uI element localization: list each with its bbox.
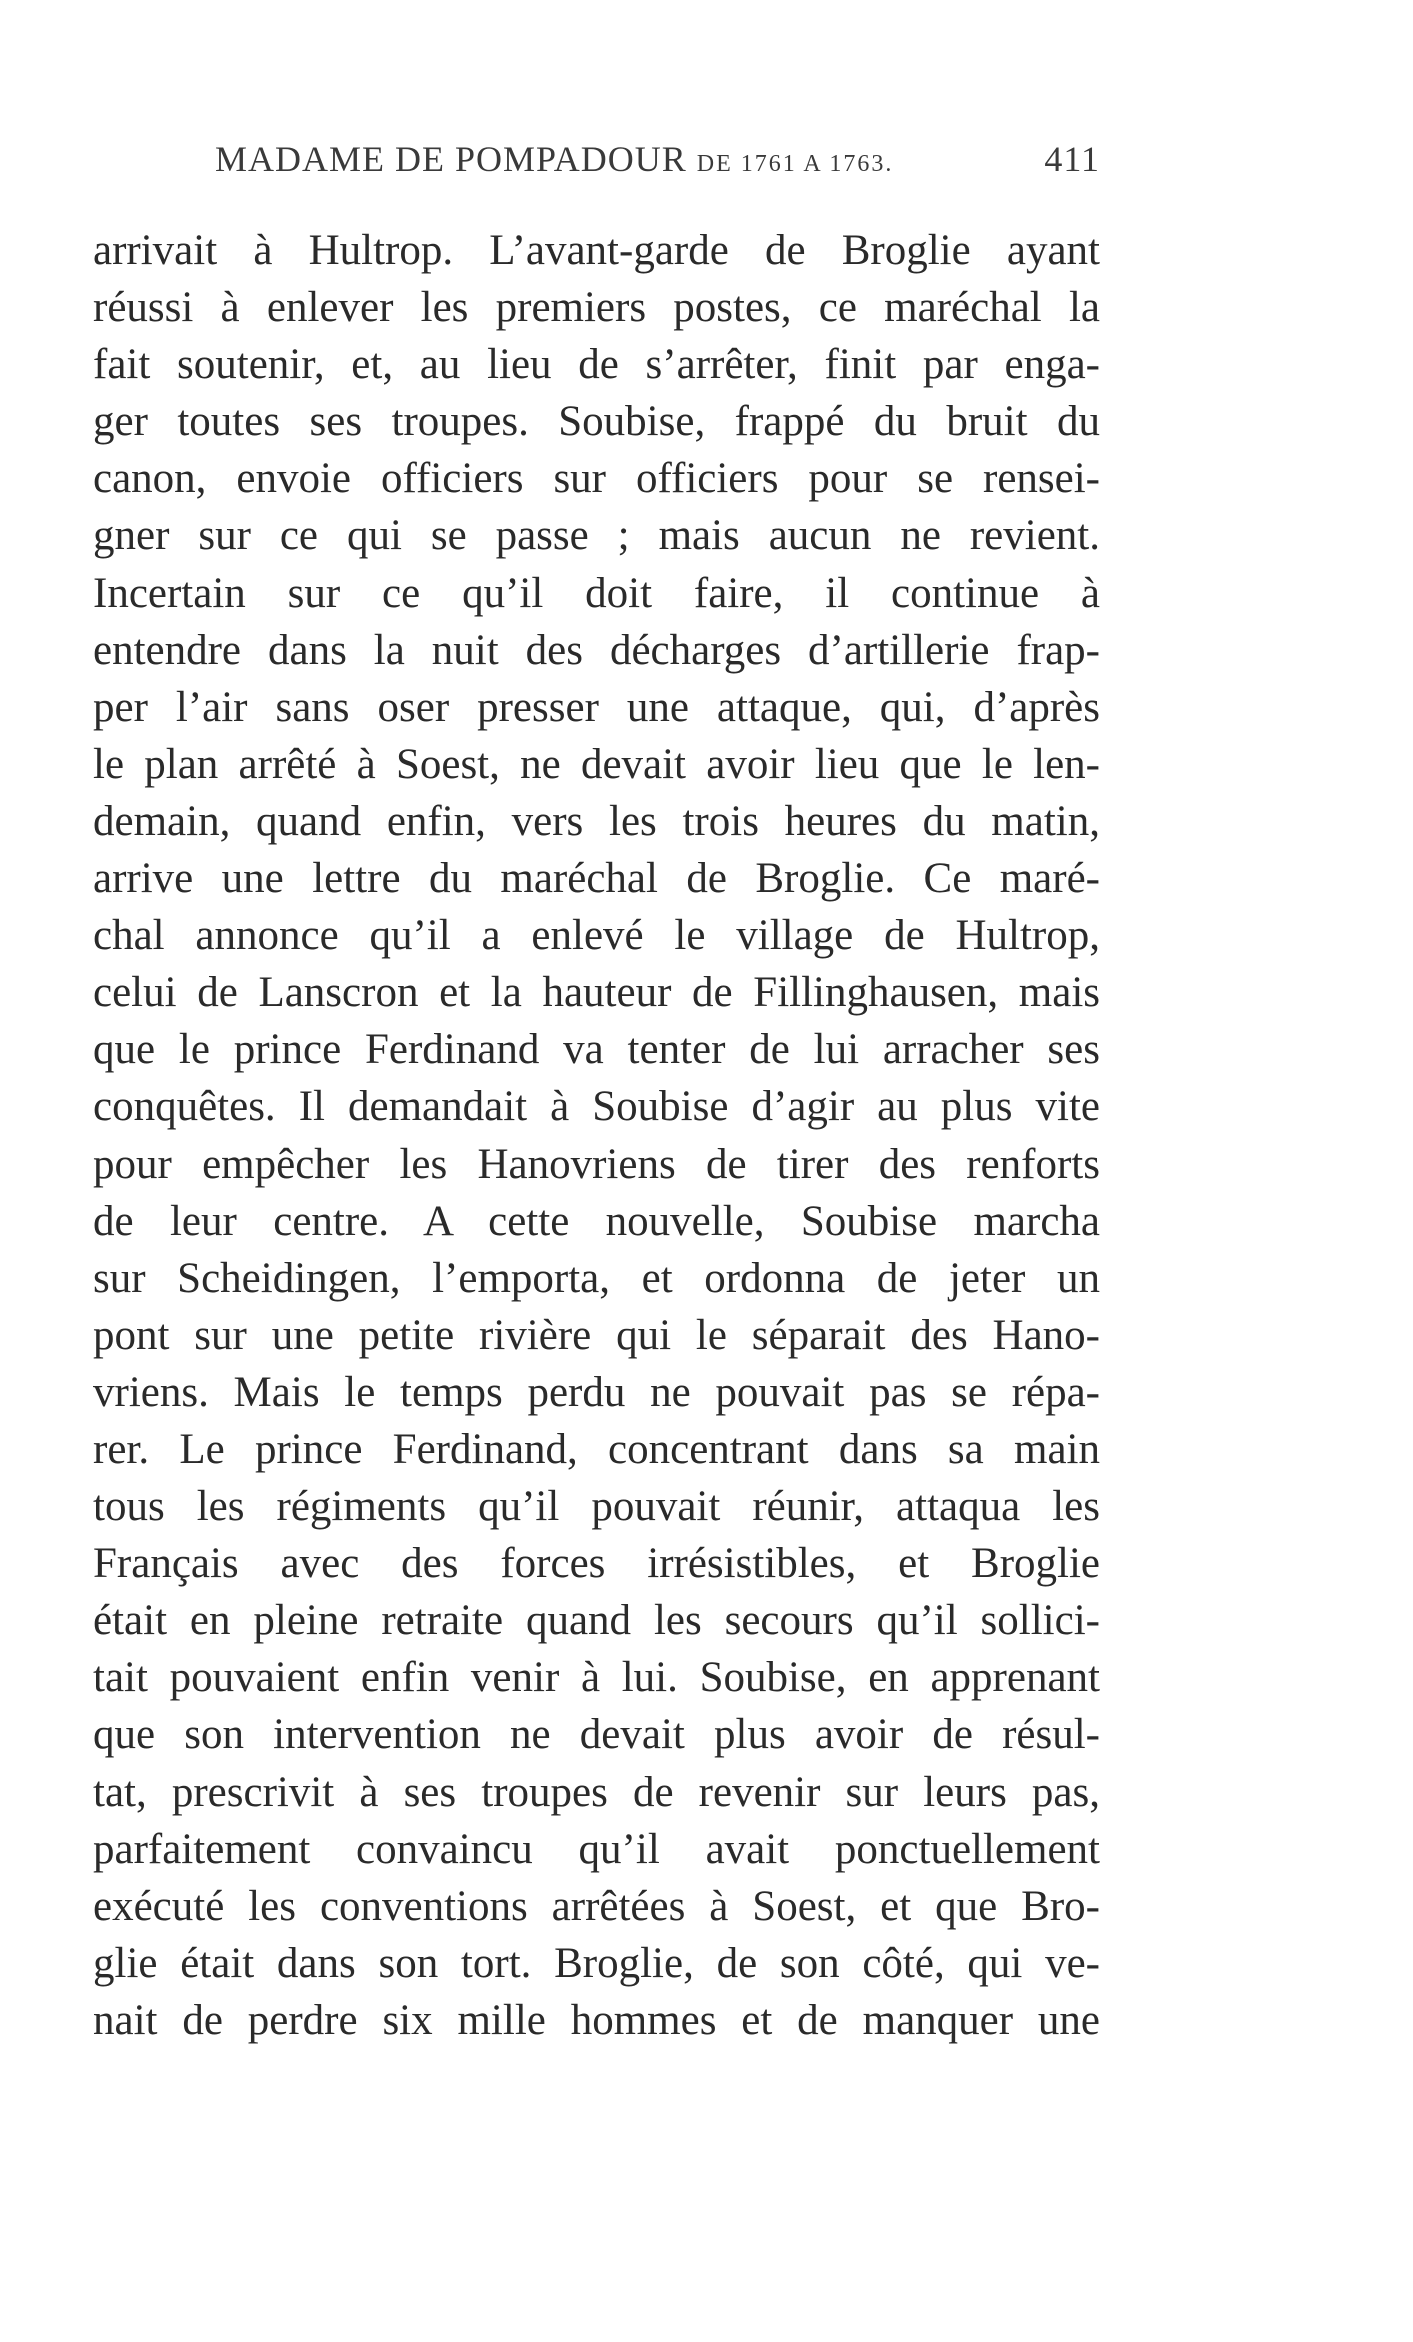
page-number: 411 [1044,139,1100,179]
text-line: sur Scheidingen, l’emporta, et ordonna de jeter un [93,1254,1100,1302]
text-line: Incertain sur ce qu’il doit faire, il continue à [93,569,1100,617]
text-line: ger toutes ses troupes. Soubise, frappé du bruit du [93,398,1100,446]
text-line: glie était dans son tort. Broglie, de son côté, qui ve- [93,1939,1100,1987]
text-line: le plan arrêté à Soest, ne devait avoir lieu que le len- [93,740,1100,788]
text-line: gner sur ce qui se passe ; mais aucun ne revient. [93,512,1100,560]
text-line: tous les régiments qu’il pouvait réunir, attaqua les [93,1483,1100,1531]
text-line: entendre dans la nuit des décharges d’artillerie frap- [93,626,1100,674]
text-line: vriens. Mais le temps perdu ne pouvait pas se répa- [93,1368,1100,1416]
text-line: arrive une lettre du maréchal de Broglie. Ce maré- [93,855,1100,903]
text-line: de leur centre. A cette nouvelle, Soubise marcha [93,1197,1100,1245]
text-line: celui de Lanscron et la hauteur de Fillinghausen, mais [93,969,1100,1017]
text-line: nait de perdre six mille hommes et de manquer une [93,1996,1100,2044]
text-line: parfaitement convaincu qu’il avait ponctuellement [93,1825,1100,1873]
body-text [93,222,1100,2049]
text-line: Français avec des forces irrésistibles, et Broglie [93,1540,1100,1588]
text-line: exécuté les conventions arrêtées à Soest, et que Bro- [93,1882,1100,1930]
text-line: que son intervention ne devait plus avoir de résul- [93,1711,1100,1759]
text-line: tat, prescrivit à ses troupes de revenir sur leurs pas, [93,1768,1100,1816]
text-line: était en pleine retraite quand les secours qu’il sollici- [93,1597,1100,1645]
text-line: chal annonce qu’il a enlevé le village de Hultrop, [93,912,1100,960]
text-line: arrivait à Hultrop. L’avant-garde de Broglie ayant [93,227,1100,274]
text-line: canon, envoie officiers sur officiers pour se rensei- [93,455,1100,503]
running-title-main: MADAME DE POMPADOUR [215,139,687,179]
running-title [215,138,893,180]
text-line: pont sur une petite rivière qui le séparait des Hano- [93,1311,1100,1359]
running-header [215,138,1100,188]
text-line: per l’air sans oser presser une attaque, qui, d’après [93,683,1100,731]
text-line: demain, quand enfin, vers les trois heures du matin, [93,797,1100,845]
text-line: pour empêcher les Hanovriens de tirer des renforts [93,1140,1100,1188]
text-line: tait pouvaient enfin venir à lui. Soubise, en apprenant [93,1654,1100,1702]
running-title-dates: DE 1761 A 1763. [696,151,894,177]
text-line: que le prince Ferdinand va tenter de lui arracher ses [93,1026,1100,1074]
text-line: fait soutenir, et, au lieu de s’arrêter, finit par enga- [93,341,1100,389]
text-line: rer. Le prince Ferdinand, concentrant dans sa main [93,1425,1100,1473]
text-line: réussi à enlever les premiers postes, ce maréchal la [93,284,1100,332]
text-line: conquêtes. Il demandait à Soubise d’agir au plus vite [93,1083,1100,1131]
